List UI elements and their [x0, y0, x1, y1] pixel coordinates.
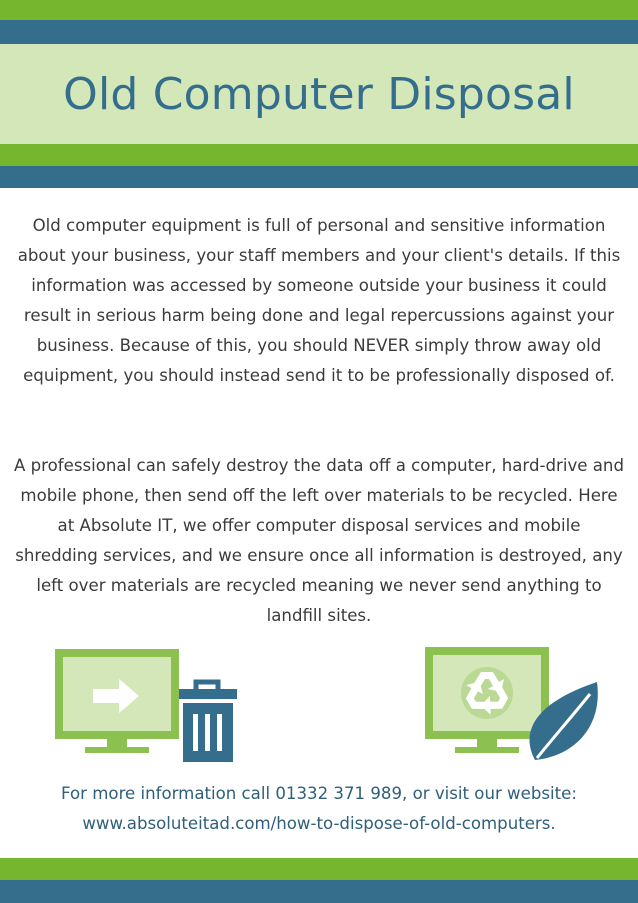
intro-paragraph: Old computer equipment is full of personal and sensitive information about your business, your staff members and your client's details. If this information was accessed by someone outside your business it could result in serious harm being done and legal repercussions against your business. Because of this, you should NEVER simply throw away old equipment, you should instead send it to be professionally disposed of.	[17, 216, 621, 385]
title-banner	[0, 44, 638, 144]
page-title: Old Computer Disposal	[63, 68, 575, 120]
top-green-stripe	[0, 0, 638, 20]
monitor-stand	[477, 739, 497, 747]
monitor-base	[85, 747, 149, 753]
bottom-green-stripe	[0, 858, 638, 880]
footer-line-phone: For more information call 01332 371 989, or visit our website:	[61, 784, 577, 803]
title-green-stripe	[0, 144, 638, 166]
footer-contact	[10, 779, 628, 839]
monitor-base	[455, 747, 519, 753]
title-blue-stripe	[0, 166, 638, 188]
trash-lid	[179, 689, 237, 699]
website-link[interactable]: www.absoluteitad.com/how-to-dispose-of-old-computers.	[82, 814, 556, 833]
bottom-blue-stripe	[0, 880, 638, 903]
computer-trash-icon	[55, 646, 240, 764]
top-blue-stripe	[0, 20, 638, 44]
service-paragraph: A professional can safely destroy the data off a computer, hard-drive and mobile phone, then send off the left over materials to be recycled. Here at Absolute IT, we offer computer disposal services and mobile shredding services, and we ensure once all information is destroyed, any left over materials are recycled meaning we never send anything to landfill sites.	[14, 456, 624, 625]
computer-recycle-leaf-icon	[425, 646, 605, 764]
monitor-stand	[107, 739, 127, 747]
